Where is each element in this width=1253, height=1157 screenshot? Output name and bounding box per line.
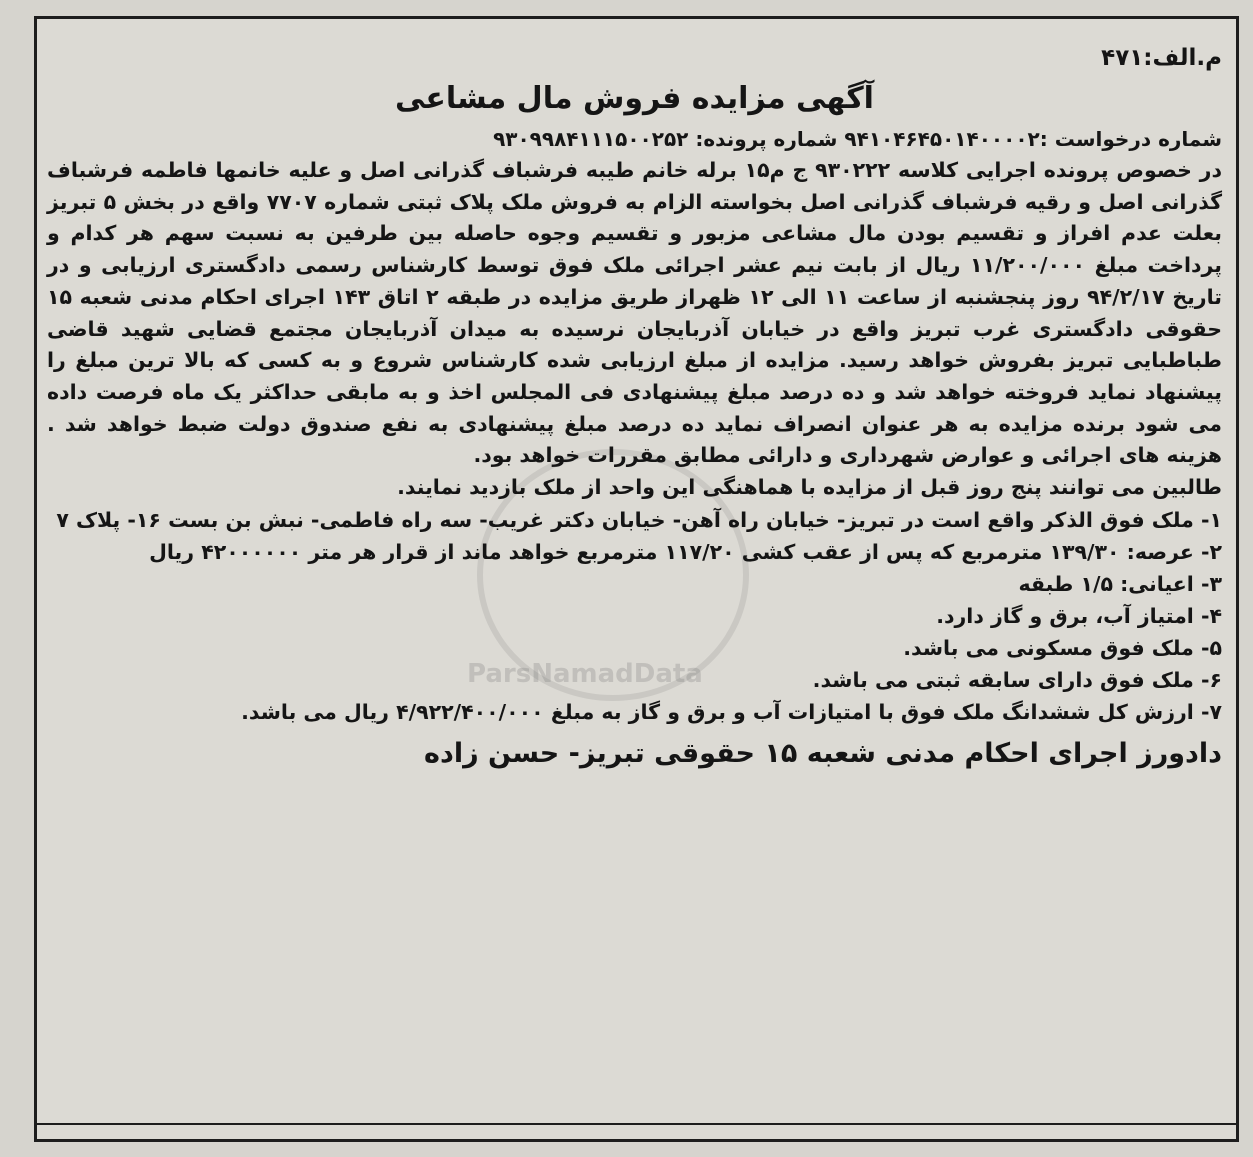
notice-code: م.الف:۴۷۱ bbox=[1101, 45, 1222, 71]
list-item: ۴- امتیاز آب، برق و گاز دارد. bbox=[936, 603, 1222, 628]
list-item: ۲- عرصه: ۱۳۹/۳۰ مترمربع که پس از عقب کشی ۱۱۷/۲۰ مترمربع خواهد ماند از قرار هر متر ۴۲۰۰۰۰۰۰ ریال bbox=[149, 539, 1222, 564]
notice-content bbox=[47, 41, 1222, 774]
notice-frame bbox=[34, 16, 1239, 1142]
list-item: ۱- ملک فوق الذکر واقع است در تبریز- خیابان راه آهن- خیابان دکتر غریب- سه راه فاطمی- نبش بن بست ۱۶- پلاک ۷ bbox=[56, 507, 1222, 532]
signature-line: دادورز اجرای احکام مدنی شعبه ۱۵ حقوقی تبریز- حسن زاده bbox=[424, 737, 1222, 769]
list-item: ۵- ملک فوق مسکونی می باشد. bbox=[903, 635, 1222, 660]
list-item: ۶- ملک فوق دارای سابقه ثبتی می باشد. bbox=[812, 667, 1222, 692]
watermark-text: ParsNamadData bbox=[467, 659, 703, 689]
bottom-divider bbox=[37, 1123, 1236, 1125]
notice-title: آگهی مزایده فروش مال مشاعی bbox=[395, 81, 874, 116]
property-details-list bbox=[47, 504, 1222, 728]
list-item: ۳- اعیانی: ۱/۵ طبقه bbox=[1018, 571, 1222, 596]
list-item: ۷- ارزش کل ششدانگ ملک فوق با امتیازات آب و برق و گاز به مبلغ ۴/۹۲۲/۴۰۰/۰۰۰ ریال می باشد. bbox=[241, 699, 1222, 724]
notice-body: در خصوص پرونده اجرایی کلاسه ۹۳۰۲۲۲ ج م۱۵ برله خانم طیبه فرشباف گذرانی اصل و علیه خانمها فاطمه فرشباف گذرانی اصل و رقیه فرشباف گذرانی اصل بخواسته الزام به فروش ملک پلاک ثبتی شماره ۷۷۰۷ واقع در بخش ۵ تبریز بعلت عدم افراز و تقسیم بودن مال مشاعی مزبور و تقسیم وجوه حاصله بین طرفین به نسبت سهم هر کدام و پرداخت مبلغ ۱۱/۲۰۰/۰۰۰ ریال از بابت نیم عشر اجرائی ملک فوق توسط کارشناس رسمی دادگستری ارزیابی و در تاریخ ۹۴/۲/۱۷ روز پنجشنبه از ساعت ۱۱ الی ۱۲ ظهراز طریق مزایده در طبقه ۲ اتاق ۱۴۳ اجرای احکام مدنی شعبه ۱۵ حقوقی دادگستری غرب تبریز واقع در خیابان آذربایجان نرسیده به میدان آذربایجان مجتمع قضایی شهید قاضی طباطبایی تبریز بفروش خواهد رسید. مزایده از مبلغ ارزیابی شده کارشناس شروع و به کسی که بالا ترین مبلغ را پیشنهاد نماید فروخته خواهد شد و ده درصد مبلغ پیشنهادی فی المجلس اخذ و به مابقی حداکثر یک ماه فرصت داده می شود برنده مزایده به هر عنوان انصراف نماید ده درصد مبلغ پیشنهادی به نفع صندوق دولت ضبط خواهد شد . هزینه های اجرائی و عوارض شهرداری و دارائی مطابق مقررات خواهد بود. bbox=[47, 158, 1222, 468]
request-case-numbers: شماره درخواست :۹۴۱۰۴۶۴۵۰۱۴۰۰۰۰۲ شماره پرونده: ۹۳۰۹۹۸۴۱۱۱۵۰۰۲۵۲ bbox=[493, 127, 1222, 151]
visit-notice: طالبین می توانند پنج روز قبل از مزایده با هماهنگی این واحد از ملک بازدید نمایند. bbox=[397, 475, 1222, 500]
